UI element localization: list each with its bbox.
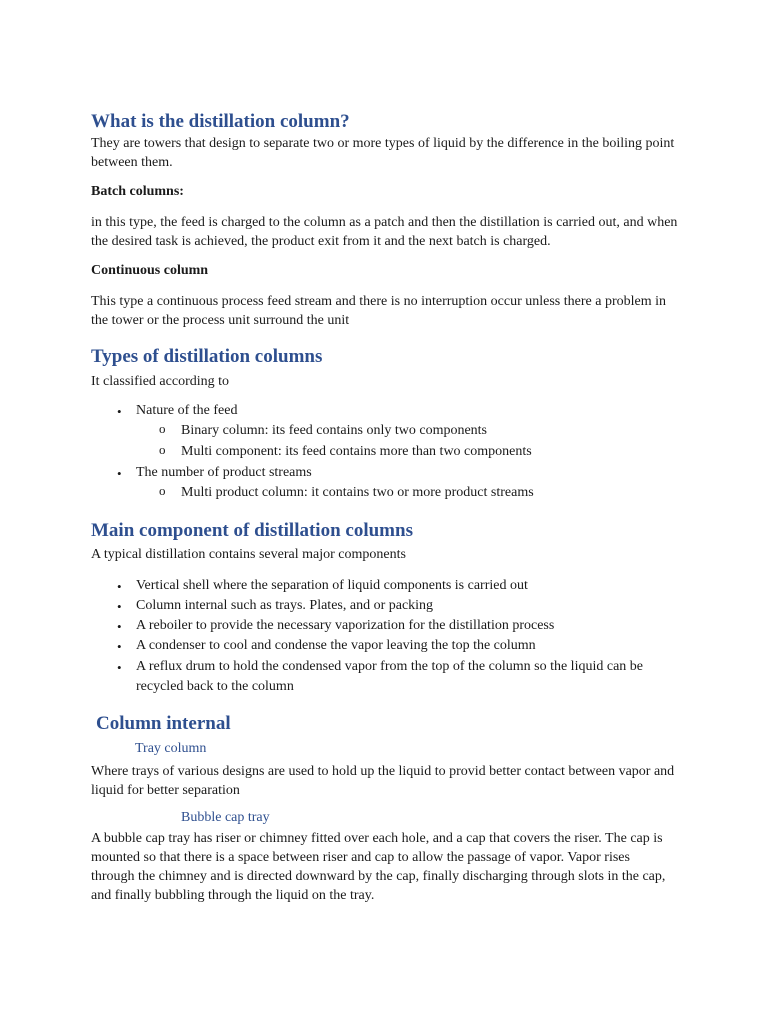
list-item-binary-column: Binary column: its feed contains only two components	[181, 423, 488, 438]
bullet-marker: •	[117, 579, 122, 594]
list-item-multi-component: Multi component: its feed contains more than two components	[181, 444, 532, 459]
paragraph-types-intro: It classified according to	[91, 374, 230, 389]
sub-bullet-marker: o	[159, 421, 166, 436]
subheading-batch-columns: Batch columns:	[91, 184, 184, 199]
subheading-tray-column: Tray column	[135, 741, 207, 756]
paragraph-main-intro: A typical distillation contains several major components	[91, 547, 406, 562]
sub-bullet-marker: o	[159, 442, 166, 457]
list-item-column-internal: Column internal such as trays. Plates, and or packing	[136, 598, 434, 613]
bullet-marker: •	[117, 619, 122, 634]
bullet-marker: •	[117, 404, 122, 419]
list-item-nature-of-feed: Nature of the feed	[136, 403, 238, 418]
paragraph-bubble-cap-tray: A bubble cap tray has riser or chimney fitted over each hole, and a cap that covers the riser. The cap is mounted so that there is a space between riser and cap to allow the passage of vapor. Vapor rises through the chimney and is directed downward by the cap, finally discharging through slots in the cap, and finally bubbling through the liquid on the tray.	[91, 831, 666, 903]
subheading-bubble-cap-tray: Bubble cap tray	[181, 810, 270, 825]
heading-column-internal: Column internal	[96, 713, 231, 734]
list-item-reflux-drum: A reflux drum to hold the condensed vapor from the top of the column so the liquid can be recycled back to the column	[136, 659, 643, 694]
heading-types-of-distillation-columns: Types of distillation columns	[91, 346, 323, 367]
bullet-marker: •	[117, 660, 122, 675]
list-item-vertical-shell: Vertical shell where the separation of liquid components is carried out	[136, 578, 528, 593]
list-item-number-of-product-streams: The number of product streams	[136, 465, 312, 480]
paragraph-definition: They are towers that design to separate two or more types of liquid by the difference in the boiling point between them.	[91, 136, 675, 170]
list-item-condenser: A condenser to cool and condense the vapor leaving the top the column	[136, 638, 536, 653]
paragraph-tray-column: Where trays of various designs are used to hold up the liquid to provid better contact between vapor and liquid for better separation	[91, 764, 675, 798]
paragraph-continuous-column: This type a continuous process feed stream and there is no interruption occur unless there a problem in the tower or the process unit surround the unit	[91, 294, 666, 328]
bullet-marker: •	[117, 639, 122, 654]
heading-main-component: Main component of distillation columns	[91, 520, 413, 541]
list-item-multi-product-column: Multi product column: it contains two or more product streams	[181, 485, 534, 500]
paragraph-batch-columns: in this type, the feed is charged to the column as a patch and then the distillation is carried out, and when the desired task is achieved, the product exit from it and the next batch is charged.	[91, 215, 678, 249]
subheading-continuous-column: Continuous column	[91, 263, 209, 278]
heading-what-is-distillation-column: What is the distillation column?	[91, 111, 350, 132]
bullet-marker: •	[117, 599, 122, 614]
sub-bullet-marker: o	[159, 483, 166, 498]
list-item-reboiler: A reboiler to provide the necessary vaporization for the distillation process	[136, 618, 555, 633]
bullet-marker: •	[117, 466, 122, 481]
